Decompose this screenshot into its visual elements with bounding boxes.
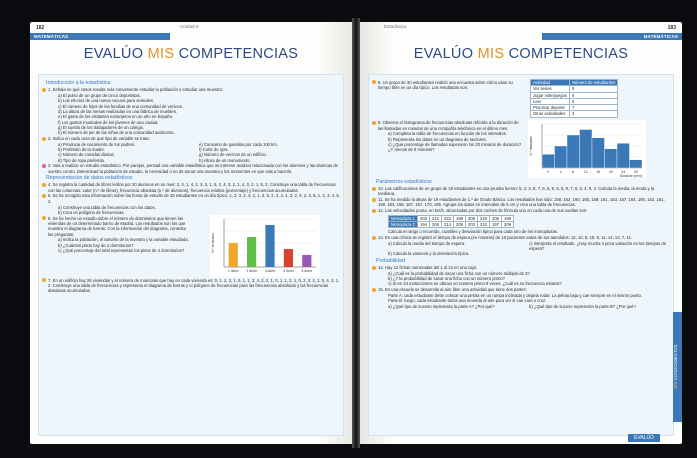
difficulty-icon (372, 288, 376, 292)
exercise-list (42, 79, 340, 294)
exercise-5-options: a) Construye una tabla de frecuencias con los datos. b) Crea un polígono de frecuencias. (58, 204, 156, 215)
table-row: Monoplaza 2 194 206 214 208 203 210 197 209 (389, 221, 514, 227)
bar (229, 243, 238, 267)
exercise-6-block (42, 215, 340, 277)
footer-label: EVALÚO (628, 434, 660, 442)
exercise-2-options: a) Provincia de nacimiento de tus padres. e) Consumo de gasolina por cada 100 km. b) Profesión de la madre. f) Color de ojos. c) Número de comidas diarias. g) Número de vecinos de un edificio. d) Tipo de ropa preferida. h) Altura de un monumento. (58, 141, 278, 163)
exercise-9-block (372, 120, 670, 178)
tick-label: 5 dorm (301, 269, 313, 274)
speeds-table (388, 215, 514, 229)
tick-label: 1 dorm (227, 269, 239, 274)
difficulty-icon (372, 236, 376, 240)
difficulty-icon (372, 266, 376, 270)
bar (617, 143, 630, 168)
difficulty-icon (42, 216, 46, 220)
knowledge-sidebar: MIS CONOCIMIENTOS (673, 312, 682, 422)
left-page (30, 22, 352, 444)
exercise-13: 13. En una clínica se registró el tiempo de espera (en minutos) de 10 pacientes antes de ser atendidos: 12, 10, 8, 15, 9, 11, 14, 13, 7, 11. (372, 235, 670, 240)
difficulty-icon (42, 183, 46, 187)
tick-label: 4 dorm (283, 269, 294, 274)
section-heading: Probabilidad (376, 257, 405, 264)
exercise-1-options: a) El pulso de un grupo de cinco deportistas. b) Los efectos de una nueva vacuna para animales. c) El número de hijos de las familias de una comunidad de vecinos. d) La altura de las mesas realizadas en una fábrica de muebles. e) El gasto de los visitantes extranjeros en un año en España. f) Los gustos musicales de los jóvenes de una ciudad. g) El sueldo de los trabajadores de un colegio. h) El número de pie de las niñas de una comunidad autónoma. (58, 93, 183, 136)
table-row: Practicar deporte 7 (531, 105, 618, 111)
exercise-15: 15. En una escuela se desarrolla al aire libre una actividad que tiene dos partes: (372, 287, 670, 292)
x-axis-label: Duración (min) (619, 173, 642, 178)
bar (302, 255, 311, 267)
bedrooms-bar-chart (210, 215, 320, 277)
exercise-13-options: a) Calcula la media del tiempo de espera. c) Interpreta el resultado. ¿Hay mucha o poca variación en los tiempos de espera? b) Calcula la varianza y la desviación típica. (388, 240, 667, 257)
page-title: EVALÚO MIS COMPETENCIAS (83, 46, 299, 62)
exercise-8: 8. Un grupo de 30 estudiantes realizó una encuesta sobre cómo usan su tiempo libre en un día típico. Los resultados son: (372, 80, 522, 118)
exercise-9-options: a) Completa la tabla de frecuencias en función de los intervalos. b) Representa los datos en un diagrama de sectores. c) ¿Qué porcentaje de llamadas superaron los 20 minutos de duración? ¿Y menos de 8 minutos? (388, 131, 522, 153)
subject-tab: MATEMÁTICAS (542, 33, 682, 40)
section-heading: Parámetros estadísticos (376, 178, 432, 185)
exercise-10: 10. Las calificaciones de un grupo de 18 estudiantes en una prueba fueron: 5, 2, 3, 8, 7, 6, 5, 8, 6, 5, 9, 7, 6, 5, 4, 9, 4. Calcula la media, la moda y la mediana. (372, 186, 670, 197)
exercise-9: 9. Observa el histograma de frecuencias absolutas referido a la duración de las llamadas en minutos de una compañía telefónica en el último mes. (372, 120, 522, 131)
difficulty-icon (42, 88, 46, 92)
exercise-6: 6. Se ha hecho un estudio sobre el número de dormitorios que tienen las viviendas de un determinado barrio de Madrid. Los resultados son los que muestra el diagrama de barras. Con la información del diagrama, contesta las preguntas: (42, 216, 192, 237)
exercise-11: 11. Se ha medido la altura de 19 estudiantes de 1.º de Grado Básico. Los resultados han sido: 158, 162, 160, 165, 159, 161, 163, 157, 164, 160, 162, 161, 159, 163, 158, 167, 167, 170, 165. Agrupa los datos en intervalos de 5 cm y crea una tabla de frecuencias. (372, 197, 670, 208)
difficulty-icon (372, 80, 376, 84)
difficulty-icon (372, 187, 376, 191)
bar (580, 129, 593, 168)
exercise-7: 7. En un edificio hay 28 viviendas y el número de mascotas que hay en cada vivienda es: 0, 1, 2, 3, 1, 0, 1, 1, 3, 4, 2, 2, 1, 0, 1, 1, 2, 1, 0, 2, 3, 2, 1, 0, 4, 3, 1, 2. Construye una tabla de frecuencias y representa el diagrama de barras y el polígono de frecuencias para las frecuencias absolutas y las frecuencias absolutas acumuladas. (42, 278, 340, 294)
exercise-5: 5. Se ha recogido esta información sobre las horas de estudio de 25 estudiantes en un día típico: 1, 2, 3, 2, 4, 2, 1, 3, 5, 2, 3, 4, 1, 3, 2, 4, 2, 3, 5, 1, 2, 3, 4, 5, 2. (42, 193, 340, 204)
bar (542, 154, 555, 168)
exercise-12-note: Calcula el rango o recorrido, cuartiles y desviación típica para cada uno de los monoplazas. (388, 229, 558, 235)
tick-label: 4 (559, 169, 562, 174)
exercise-8-block (372, 79, 670, 118)
difficulty-icon (372, 209, 376, 213)
tick-label: 12 (583, 169, 588, 174)
right-page (360, 22, 682, 444)
tick-label: 20 (608, 169, 613, 174)
tick-label: 0 (547, 169, 550, 174)
difficulty-icon (372, 198, 376, 202)
group-work-icon (42, 164, 46, 168)
section-heading: Introducción a la estadística (46, 80, 111, 86)
exercise-6-options: a) Indica la población, el tamaño de la muestra y la variable estudiada. b) ¿Cuántos pisos hay de 2 dormitorios? c) ¿Qué porcentaje del total representan los pisos de 4 dormitorios? (58, 237, 189, 253)
tick-label: 2 dorm (246, 269, 257, 274)
exercise-2: 2. Indica en cada caso de qué tipo de variable se trata: (42, 136, 340, 141)
table-row: Otras actividades 3 (531, 111, 618, 117)
bar (284, 249, 293, 267)
difficulty-icon (42, 194, 46, 198)
bar (592, 138, 605, 168)
exercise-3: 3. Vais a realizar un estudio estadístico. Por parejas, pensad una variable estadística que os interese analizar relacionada con los alumnos y las alumnas de vuestro centro. Determinad la población de estudio, la necesidad o no de tomar una muestra y los momentos en que vais a hacerlo. (42, 163, 340, 174)
exercise-14: 14. Hay 12 fichas numeradas del 1 al 12 en una caja: (372, 265, 670, 270)
running-header: Unidad 9 (180, 24, 199, 29)
y-axis-label: N.º viviendas (211, 233, 215, 253)
exercise-4: 4. Se registra la cantidad de libros leídos por 20 alumnos en un mes: 2, 3, 1, 4, 2, 3, 3, 1, 5, 2, 4, 3, 2, 1, 4, 3, 2, 1, 5, 3. Construye una tabla de frecuencias con las columnas: valor (n.º de libros), frecuencia absoluta (n.º de alumnos), frecuencia relativa (porcentaje) y frecuencias acumuladas. (42, 182, 340, 193)
table-row: Ver series 9 (531, 86, 618, 92)
exercise-1: 1. Señala en qué casos resulta más conveniente estudiar la población o estudiar una muestra: (42, 87, 340, 92)
exercise-15-options: Parte A: cada estudiante debe colocar una pelota en un rampa inclinada y dejarla rodar. La pelota baja y cae siempre en el mismo punto. Parte B: luego, cada estudiante lanza una moneda al aire para ver si cae cara o cruz. (388, 292, 642, 304)
bar (567, 135, 580, 168)
exercise-14-options: a) ¿Cuál es la probabilidad de sacar una ficha con un número múltiplo de 3? b) ¿Y la probabilidad de sacar una ficha con un número primo? c) Si en 24 extracciones se obtuvo un número primo 9 veces, ¿cuál es su frecuencia relativa? (388, 270, 562, 287)
difficulty-icon (42, 278, 46, 282)
running-header: Estadística (384, 24, 407, 29)
table-header: Actividad Número de estudiantes (531, 80, 618, 86)
exercise-list (372, 79, 670, 309)
page-title: EVALÚO MIS COMPETENCIAS (413, 46, 629, 62)
table-row: Monoplaza 1 203 212 222 198 208 220 208 199 (389, 215, 514, 221)
book (8, 8, 690, 452)
tick-label: 8 (572, 169, 575, 174)
table-row: Jugar videojuegos 6 (531, 92, 618, 98)
tick-label: 16 (596, 169, 601, 174)
tick-label: 24 (621, 169, 626, 174)
page-number: 183 (667, 25, 676, 31)
exercise-15-questions: a) ¿Qué tipo de suceso representa la parte A? ¿Por qué? b) ¿Qué tipo de suceso representa la parte B? ¿Por qué? (388, 303, 636, 309)
bar (265, 225, 274, 267)
tick-label: 3 dorm (264, 269, 276, 274)
bar (247, 237, 256, 267)
activities-table (530, 79, 618, 118)
bar (605, 149, 618, 168)
difficulty-icon (42, 137, 46, 141)
tick-label: 28 (633, 169, 638, 174)
calls-histogram (528, 120, 646, 178)
table-row: Leer 5 (531, 98, 618, 104)
bar (555, 146, 568, 168)
bar (630, 160, 643, 168)
page-number: 182 (36, 25, 45, 31)
difficulty-icon (372, 121, 376, 125)
exercise-12: 12. Las velocidades punta, en km/h, alcanzadas por dos coches de fórmula uno en cada una de sus vueltas son: (372, 208, 670, 213)
y-axis-label: N.º llamadas (529, 136, 533, 156)
section-heading: Representación de datos estadísticos (46, 175, 133, 182)
book-spine (352, 18, 360, 448)
subject-tab: MATEMÁTICAS (30, 33, 170, 40)
